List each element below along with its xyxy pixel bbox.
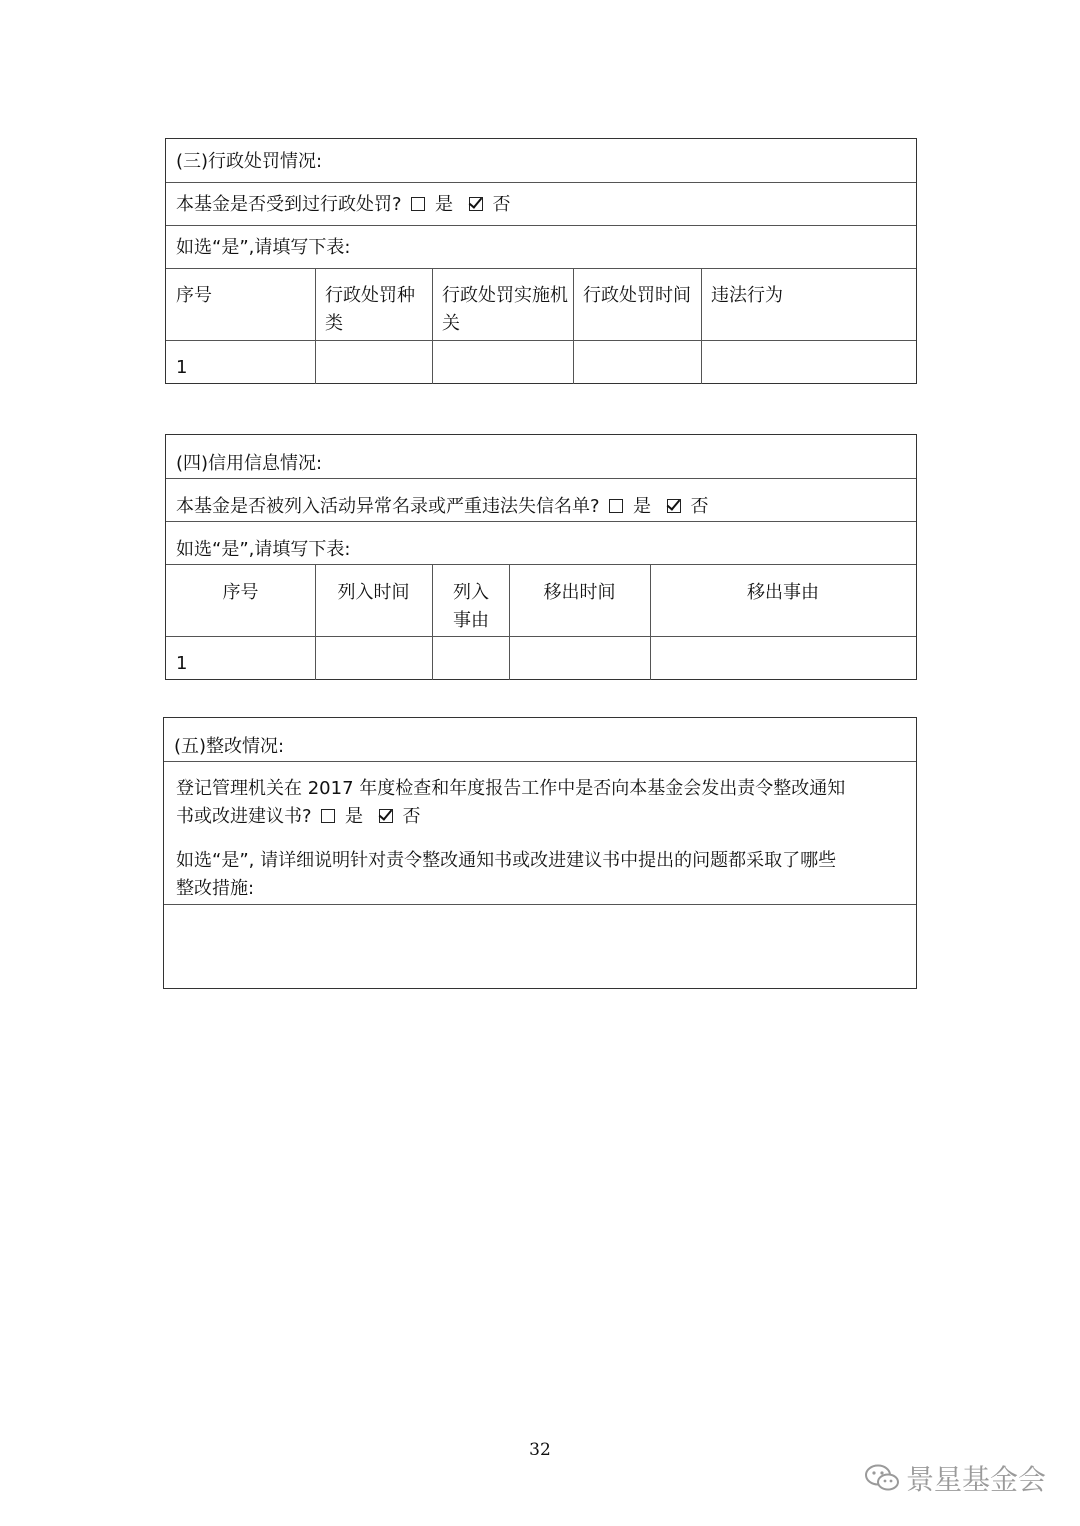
col-header-removed-time: 移出时间 [543, 582, 616, 603]
yes-checkbox[interactable] [321, 809, 335, 823]
section-credit-information [165, 434, 917, 680]
instruction-text: 如选“是”,请填写下表: [176, 237, 351, 258]
section-heading: (四)信用信息情况: [176, 453, 323, 474]
question-text: 本基金是否被列入活动异常名录或严重违法失信名单? [176, 496, 600, 517]
col-header-removed-reason: 移出事由 [747, 582, 819, 603]
no-checkbox-checked[interactable] [667, 499, 681, 513]
col-header-seq: 序号 [222, 582, 259, 603]
section-rectification [163, 717, 917, 989]
no-label: 否 [492, 194, 511, 215]
yes-label: 是 [345, 806, 364, 827]
yes-label: 是 [633, 496, 652, 517]
col-header-penalty-time: 行政处罚时间 [583, 285, 691, 306]
section-heading: (五)整改情况: [174, 736, 285, 757]
instruction-line2: 整改措施: [176, 878, 255, 899]
credit-question [176, 493, 709, 521]
question-text: 书或改进建议书? [176, 806, 312, 827]
yes-label: 是 [435, 194, 454, 215]
row-seq: 1 [176, 357, 188, 378]
wechat-icon [864, 1463, 900, 1493]
col-header-listed-reason: 列入事由 [453, 582, 489, 631]
section-heading: (三)行政处罚情况: [176, 151, 323, 172]
col-header-seq: 序号 [176, 285, 212, 306]
rectification-question [176, 803, 421, 831]
no-label: 否 [690, 496, 709, 517]
col-header-listed-time: 列入时间 [337, 582, 410, 603]
yes-checkbox[interactable] [609, 499, 623, 513]
watermark [864, 1458, 1046, 1498]
penalty-question [176, 191, 511, 219]
rectification-question-line1: 登记管理机关在 2017 年度检查和年度报告工作中是否向本基金会发出责令整改通知 [176, 778, 846, 799]
yes-checkbox[interactable] [411, 197, 425, 211]
no-checkbox-checked[interactable] [379, 809, 393, 823]
col-header-violation: 违法行为 [711, 285, 783, 306]
no-checkbox-checked[interactable] [469, 197, 483, 211]
question-text: 本基金是否受到过行政处罚? [176, 194, 402, 215]
col-header-penalty-type: 行政处罚种类 [325, 285, 415, 334]
page-number: 32 [529, 1440, 551, 1460]
section-administrative-penalty [165, 138, 917, 384]
col-header-penalty-agency: 行政处罚实施机关 [442, 285, 568, 334]
instruction-line1: 如选“是”, 请详细说明针对责令整改通知书或改进建议书中提出的问题都采取了哪些 [176, 850, 837, 871]
row-seq: 1 [176, 653, 188, 674]
instruction-text: 如选“是”,请填写下表: [176, 539, 351, 560]
watermark-text: 景星基金会 [906, 1463, 1047, 1496]
no-label: 否 [402, 806, 421, 827]
